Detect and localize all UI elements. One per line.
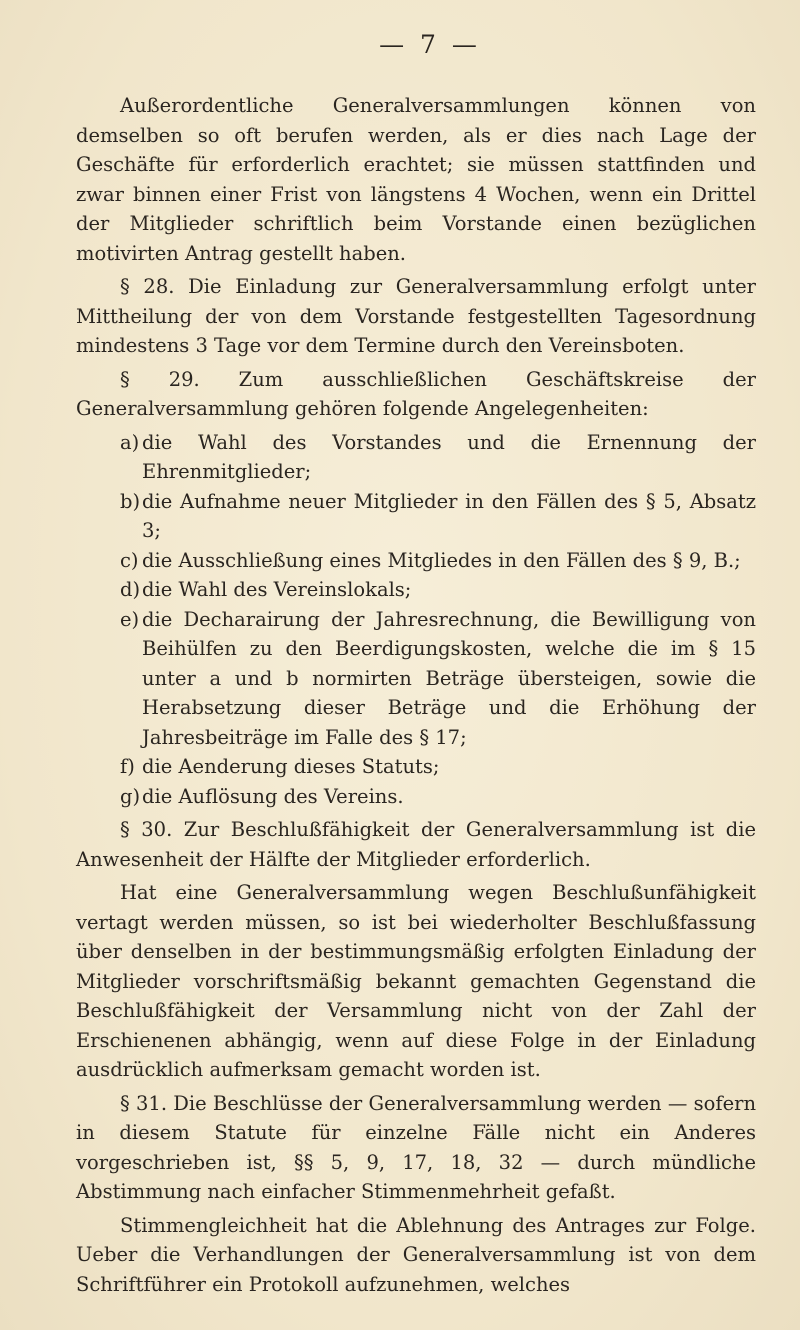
list-item-marker: f) xyxy=(120,755,135,778)
list-item-marker: g) xyxy=(120,784,141,808)
section-29-list xyxy=(76,428,756,812)
list-item-text: die Aufnahme neuer Mitglieder in den Fällen des § 5, Absatz 3; xyxy=(142,489,756,542)
paragraph-tie-vote: Stimmengleichheit hat die Ablehnung des Antrages zur Folge. Ueber die Verhandlungen der Generalversammlung ist von dem Schriftführer ein Protokoll aufzunehmen, welches xyxy=(76,1213,756,1296)
list-item-marker: b) xyxy=(120,489,141,513)
list-item xyxy=(120,782,756,812)
list-item-text: die Wahl des Vorstandes und die Ernennung der Ehrenmitglieder; xyxy=(142,430,756,483)
list-item xyxy=(120,546,756,576)
page-number: — 7 — xyxy=(379,30,481,59)
list-item-marker: a) xyxy=(120,430,140,454)
list-item xyxy=(120,575,756,605)
paragraph-section-31: § 31. Die Beschlüsse der Generalversammlung werden — sofern in diesem Statute für einzelne Fälle nicht ein Anderes vorgeschrieben ist, §§ 5, 9, 17, 18, 32 — durch mündliche Abstimmung nach einfacher Stimmenmehrheit gefaßt. xyxy=(76,1091,756,1203)
paragraph-section-28: § 28. Die Einladung zur Generalversammlung erfolgt unter Mittheilung der von dem Vorstande festgestellten Tagesordnung mindestens 3 Tage vor dem Termine durch den Vereinsboten. xyxy=(76,275,756,357)
paragraph-adjourned-assembly: Hat eine Generalversammlung wegen Beschlußunfähigkeit vertagt werden müssen, so ist bei wiederholter Beschlußfassung über denselben in der bestimmungsmäßig erfolgten Einladung der Mitglieder vorschriftsmäßig bekannt gemachten Gegenstand die Beschlußfähigkeit der Versammlung nicht von der Zahl der Erschienenen abhängig, wenn auf diese Folge in der Einladung ausdrücklich aufmerksam gemacht worden ist. xyxy=(76,881,756,1081)
list-item xyxy=(120,487,756,546)
paragraph-section-30: § 30. Zur Beschlußfähigkeit der Generalversammlung ist die Anwesenheit der Hälfte der Mitglieder erforderlich. xyxy=(76,818,756,871)
list-item-text: die Auflösung des Vereins. xyxy=(142,784,404,808)
list-item-text: die Decharairung der Jahresrechnung, die Bewilligung von Beihülfen zu den Beerdigungskosten, welche die im § 15 unter a und b normirten Beträge übersteigen, sowie die Herabsetzung dieser Beträge und die Erhöhung der Jahresbeiträge im Falle des § 17; xyxy=(142,607,756,749)
list-item-marker: d) xyxy=(120,578,141,601)
list-item xyxy=(120,428,756,487)
paragraph-section-29: § 29. Zum ausschließlichen Geschäftskreise der Generalversammlung gehören folgende Angelegenheiten: xyxy=(76,367,756,420)
list-item xyxy=(120,605,756,753)
list-item-text: die Wahl des Vereinslokals; xyxy=(142,578,412,601)
list-item-marker: c) xyxy=(120,548,139,572)
list-item-marker: e) xyxy=(120,607,140,631)
list-item-text: die Ausschließung eines Mitgliedes in den Fällen des § 9, B.; xyxy=(142,548,741,572)
paragraph-extraordinary-assemblies: Außerordentliche Generalversammlungen können von demselben so oft berufen werden, als er dies nach Lage der Geschäfte für erforderlich erachtet; sie müssen stattfinden und zwar binnen einer Frist von längstens 4 Wochen, wenn ein Drittel der Mitglieder schriftlich beim Vorstande einen bezüglichen motivirten Antrag gestellt haben. xyxy=(76,94,756,265)
list-item-text: die Aenderung dieses Statuts; xyxy=(142,755,440,778)
list-item xyxy=(120,752,756,782)
